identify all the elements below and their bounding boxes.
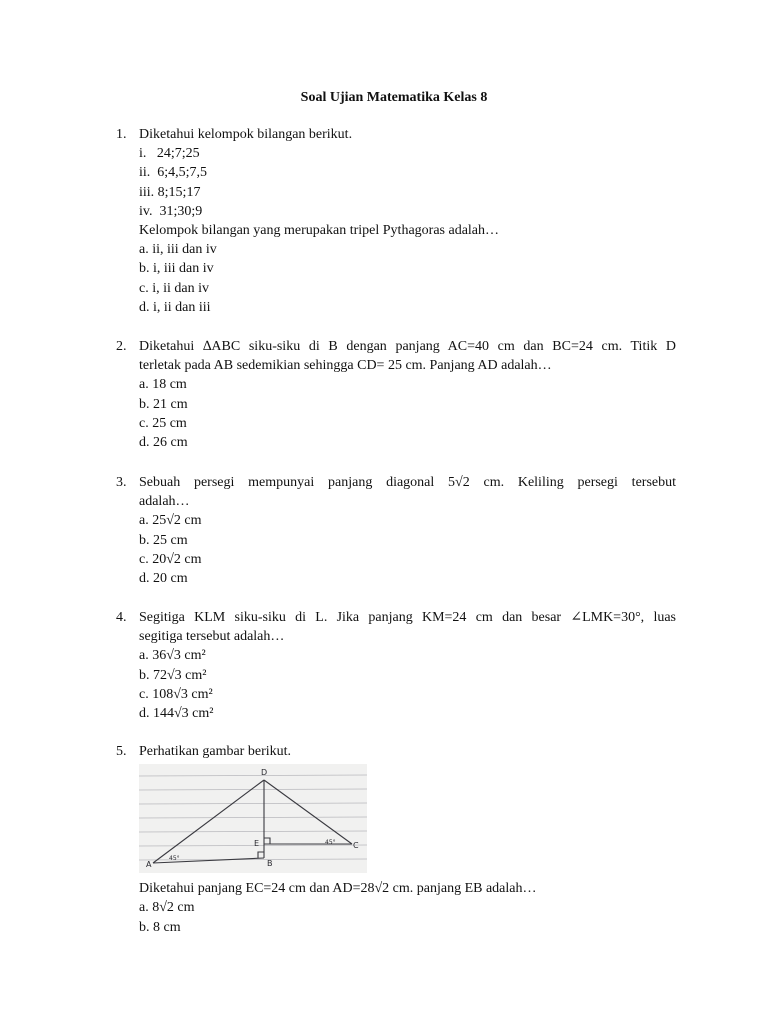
answer-option-a: a. ii, iii dan iv [139, 242, 217, 258]
question-body [139, 473, 676, 588]
question-text: Perhatikan gambar berikut. [139, 744, 292, 759]
question-4 [116, 608, 676, 723]
question-prompt: Diketahui panjang EC=24 cm dan AD=28√2 cm. panjang EB adalah… [139, 881, 537, 897]
question-5 [116, 742, 676, 937]
question-text: Sebuah persegi mempunyai panjang diagonal 5√2 cm. Keliling persegi tersebut [139, 475, 676, 490]
question-prompt: Kelompok bilangan yang merupakan tripel Pythagoras adalah… [139, 223, 500, 239]
question-item: ii. 6;4,5;7,5 [139, 165, 208, 181]
answer-option-c: c. 20√2 cm [139, 551, 202, 567]
question-1 [116, 125, 676, 317]
question-body [139, 742, 676, 937]
question-body [139, 337, 676, 452]
answer-option-c: c. i, ii dan iv [139, 280, 209, 296]
answer-option-b: b. 72√3 cm² [139, 667, 207, 683]
answer-option-a: a. 36√3 cm² [139, 648, 206, 664]
question-number: 2. [116, 339, 127, 354]
answer-option-b: b. 21 cm [139, 396, 188, 412]
question-number: 1. [116, 127, 127, 142]
question-3 [116, 473, 676, 588]
question-text: Segitiga KLM siku-siku di L. Jika panjang KM=24 cm dan besar ∠LMK=30°, luas [139, 610, 676, 625]
answer-option-d: d. 144√3 cm² [139, 706, 214, 722]
question-text: adalah… [139, 494, 190, 510]
question-2 [116, 337, 676, 452]
answer-option-a: a. 18 cm [139, 377, 187, 393]
question-item: i. 24;7;25 [139, 146, 200, 162]
answer-option-a: a. 25√2 cm [139, 513, 202, 529]
answer-option-b: b. i, iii dan iv [139, 261, 214, 277]
question-text: Diketahui kelompok bilangan berikut. [139, 127, 353, 142]
answer-option-d: d. i, ii dan iii [139, 299, 211, 315]
question-number: 5. [116, 744, 127, 759]
question-text: Diketahui ∆ABC siku-siku di B dengan panjang AC=40 cm dan BC=24 cm. Titik D [139, 339, 676, 354]
angle-label-c: 45° [325, 839, 336, 847]
question-text: segitiga tersebut adalah… [139, 629, 285, 645]
question-text: terletak pada AB sedemikian sehingga CD= 25 cm. Panjang AD adalah… [139, 358, 552, 374]
triangle-figure [139, 764, 367, 873]
answer-option-c: c. 108√3 cm² [139, 686, 213, 702]
question-body [139, 125, 676, 317]
answer-option-b: b. 25 cm [139, 532, 188, 548]
question-item: iii. 8;15;17 [139, 184, 201, 200]
answer-option-b: b. 8 cm [139, 919, 181, 935]
question-number: 3. [116, 475, 127, 490]
answer-option-a: a. 8√2 cm [139, 900, 195, 916]
answer-option-d: d. 26 cm [139, 435, 188, 451]
label-e: E [254, 839, 260, 849]
angle-label-a: 45° [169, 855, 180, 863]
label-b: B [267, 859, 273, 869]
answer-option-c: c. 25 cm [139, 415, 187, 431]
document-title: Soal Ujian Matematika Kelas 8 [300, 90, 488, 105]
question-item: iv. 31;30;9 [139, 203, 203, 219]
question-body [139, 608, 676, 723]
question-number: 4. [116, 610, 127, 625]
label-d: D [261, 768, 268, 778]
label-c: C [353, 841, 359, 851]
label-a: A [146, 860, 152, 870]
answer-option-d: d. 20 cm [139, 571, 188, 587]
